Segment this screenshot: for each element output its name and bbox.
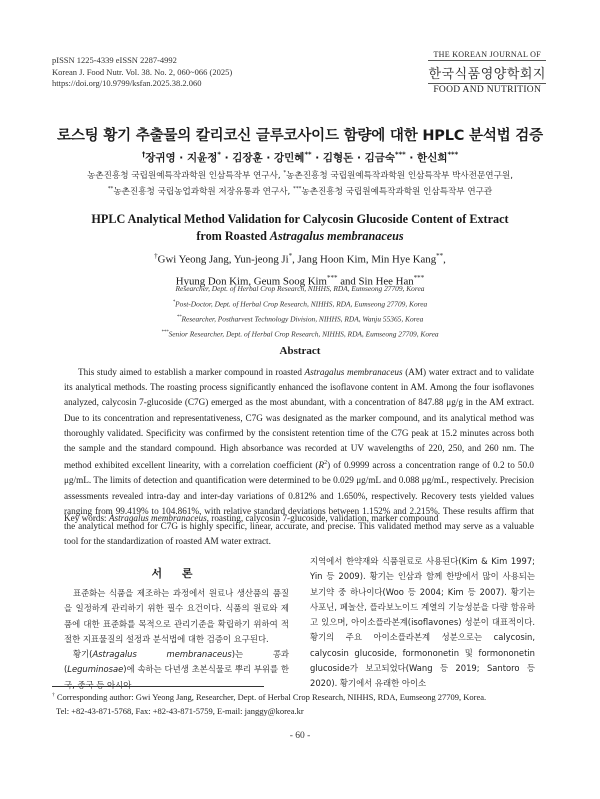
journal-name-top: THE KOREAN JOURNAL OF: [428, 50, 546, 61]
footnote-line: [52, 688, 552, 704]
title-line: [40, 228, 560, 245]
affiliation-mark: *: [283, 170, 287, 176]
affiliation-line: [40, 326, 560, 341]
affiliation-text: 농촌진흥청 국립원예특작과학원 인삼특작부 연구사,: [87, 170, 284, 181]
body-text: )는 콩과(: [64, 649, 290, 675]
affiliation-mark: ***: [161, 329, 169, 335]
section-heading-introduction: 서 론: [151, 567, 201, 580]
author-names: , Jang Hoon Kim, Min Hye Kang: [292, 253, 437, 266]
doi-link[interactable]: https://doi.org/10.9799/ksfan.2025.38.2.060: [52, 78, 202, 88]
abstract-symbol: R: [318, 460, 325, 471]
affiliation-text: 농촌진흥청 국립원예특작과학원 인삼특작부 박사전문연구원,: [286, 170, 513, 181]
affiliation-mark: *: [172, 299, 176, 305]
author-names: 장귀영 · 지윤정: [145, 152, 218, 164]
footnote-divider: [52, 686, 264, 687]
footnote-text: Corresponding author: Gwi Yeong Jang, Researcher, Dept. of Herbal Crop Research, NIHHS, RDA, Eumseong 27709, Korea.: [54, 691, 487, 702]
affiliation-text: Researcher, Postharvest Technology Division, NIHHS, RDA, Wanju 55365, Korea: [181, 314, 424, 324]
keyword-species: Astragalus membranaceus: [108, 513, 207, 523]
abstract-heading: Abstract: [279, 345, 321, 357]
footnote-mark: †: [52, 692, 55, 698]
issn-line: pISSN 1225-4339 eISSN 2287-4992: [52, 55, 177, 65]
citation-block: [52, 55, 232, 90]
body-text: )에 속하는 다년생 초본식물로 뿌리 부위를 한국, 중국 등 아시아: [64, 664, 289, 690]
author-names: Gwi Yeong Jang, Yun-jeong Ji: [157, 253, 289, 266]
affiliation-line: [40, 183, 560, 199]
page-number: - 60 -: [289, 731, 311, 741]
keywords: [64, 513, 534, 523]
author-mark: ***: [326, 273, 338, 282]
author-names: Hyung Don Kim, Geum Soog Kim: [175, 275, 327, 288]
citation-line: Korean J. Food Nutr. Vol. 38. No. 2, 060~066 (2025): [52, 66, 233, 77]
affiliation-line: Researcher, Dept. of Herbal Crop Research, NIHHS, RDA, Eumseong 27709, Korea: [175, 284, 425, 293]
article-title-korean: 로스팅 황기 추출물의 칼리코신 글루코사이드 함량에 대한 HPLC 분석법 검증: [57, 128, 543, 144]
affiliations-english: [40, 282, 560, 341]
body-column-right: [310, 554, 535, 692]
affiliation-line: [40, 311, 560, 326]
author-mark: ***: [395, 150, 406, 159]
author-line: [40, 247, 560, 269]
author-names: · 김장훈 · 강민혜: [220, 152, 305, 164]
journal-name-bottom: FOOD AND NUTRITION: [428, 83, 546, 95]
title-species: Astragalus membranaceus: [269, 229, 404, 243]
affiliation-line: [40, 296, 560, 311]
body-family: Leguminosae: [67, 664, 124, 675]
affiliation-text: Senior Researcher, Dept. of Herbal Crop Research, NIHHS, RDA, Eumseong 27709, Korea: [168, 329, 439, 339]
affiliation-line: [40, 167, 560, 183]
author-mark: *: [217, 150, 221, 159]
author-names: · 한신희: [405, 152, 448, 164]
affiliations-korean: [40, 167, 560, 199]
abstract-text: (AM) water extract and to validate its analytical methods. The roasting process significantly enhanced the isoflavone content in AM. Among the four isoflavones analyzed, calycosin 7-glucoside (C7G) emerged as the most abundant, with a concentration of 847.88 μg/g in the AM extract. Due to its concentration and representativeness, C7G was designated as the marker compound, and its analytical method was thoroughly validated. Specificity was confirmed by the consistent retention time of the C7G peak at 15.2 minutes across both the sample and the standard compound. High absorbance was recorded at UV wavelengths of 220, 250, and 260 nm. The method exhibited excellent linearity, with a correlation coefficient (: [64, 367, 534, 471]
affiliation-mark: **: [176, 314, 182, 320]
article-title-english: [40, 211, 560, 245]
author-mark: ***: [413, 273, 425, 282]
abstract-text: ) of 0.9999 across a concentration range of 0.2 to 50.0 μg/mL. The limits of detection and quantification were determined to be 0.029 μg/mL and 0.088 μg/mL, respectively. Precision assessments revealed intra-day and inter-day variations of 0.812% and 1.650%, respectively. Recovery tests yielded values ranging from 99.419% to 104.861%, with relative standard deviations between 1.152% and 2.215%. These results affirm that the analytical method for C7G is highly specific, linear, accurate, and precise. This validated method may serve as a valuable tool for the standardization of roasted AM water extract.: [64, 460, 534, 547]
body-paragraph: 표준화는 식품을 제조하는 과정에서 원료나 생산품의 품질을 일정하게 관리하기 위한 필수 요건이다. 식품의 원료와 제품에 대한 표준화를 목적으로 관리기준을 확립하기 위하여 적절한 지표물질의 설정과 분석법에 대한 검증이 요구된다.: [64, 588, 289, 644]
affiliation-text: Post-Doctor, Dept. of Herbal Crop Research, NIHHS, RDA, Eumseong 27709, Korea: [175, 299, 428, 309]
keywords-label: Key words:: [64, 513, 109, 523]
author-mark: †: [141, 150, 146, 159]
title-line: HPLC Analytical Method Validation for Calycosin Glucoside Content of Extract: [91, 212, 509, 226]
author-names: · 김형돈 · 김금숙: [311, 152, 396, 164]
abstract-text: This study aimed to establish a marker compound in roasted: [78, 367, 305, 377]
author-mark: *: [288, 252, 293, 260]
affiliation-mark: ***: [293, 185, 302, 192]
body-text: 황기(: [73, 649, 93, 660]
affiliation-text: 농촌진흥청 국립농업과학원 저장유통과 연구사,: [113, 186, 294, 197]
journal-logo: [428, 50, 546, 95]
author-names: ,: [443, 253, 446, 266]
author-mark: **: [436, 252, 444, 260]
footnote-contact: Tel: +82-43-871-5768, Fax: +82-43-871-5759, E-mail: janggy@korea.kr: [56, 706, 304, 717]
affiliation-text: 농촌진흥청 국립원예특작과학원 인삼특작부 연구관: [301, 186, 493, 197]
author-names: and Sin Hee Han: [337, 275, 414, 288]
body-paragraph: 지역에서 한약재와 식품원료로 사용된다(Kim & Kim 1997; Yin 등 2009). 황기는 인삼과 함께 한방에서 많이 사용되는 보기약 중 하나이다(Woo 등 2004; Kim 등 2007). 황기는 사포닌, 페놀산, 플라보노이드 계열의 기능성분을 다량 함유하고 있으며, 아이소플라본계(isoflavones) 성분이 대표적이다. 황기의 주요 아이소플라본계 성분으로는 calycosin, calycosin glucoside, formononetin 및 formononetin glucoside가 보고되었다(Wang 등 2019; Santoro 등 2020). 황기에서 유래한 아이소: [310, 556, 535, 689]
body-column-left: [64, 586, 289, 693]
author-mark: †: [154, 252, 158, 260]
author-mark: ***: [447, 150, 459, 159]
affiliation-mark: **: [107, 185, 114, 192]
authors-korean: [0, 150, 600, 165]
journal-name-korean: 한국식품영양학회지: [428, 67, 546, 82]
body-species: Astragalus membranaceus: [92, 649, 232, 660]
abstract-superscript: 2: [324, 460, 328, 467]
keywords-list: , roasting, calycosin 7-glucoside, validation, marker compound: [206, 513, 439, 523]
corresponding-author-footnote: [52, 688, 552, 719]
abstract-species: Astragalus membranaceus: [304, 367, 403, 377]
title-text: from Roasted: [196, 229, 270, 243]
author-mark: **: [304, 150, 312, 159]
